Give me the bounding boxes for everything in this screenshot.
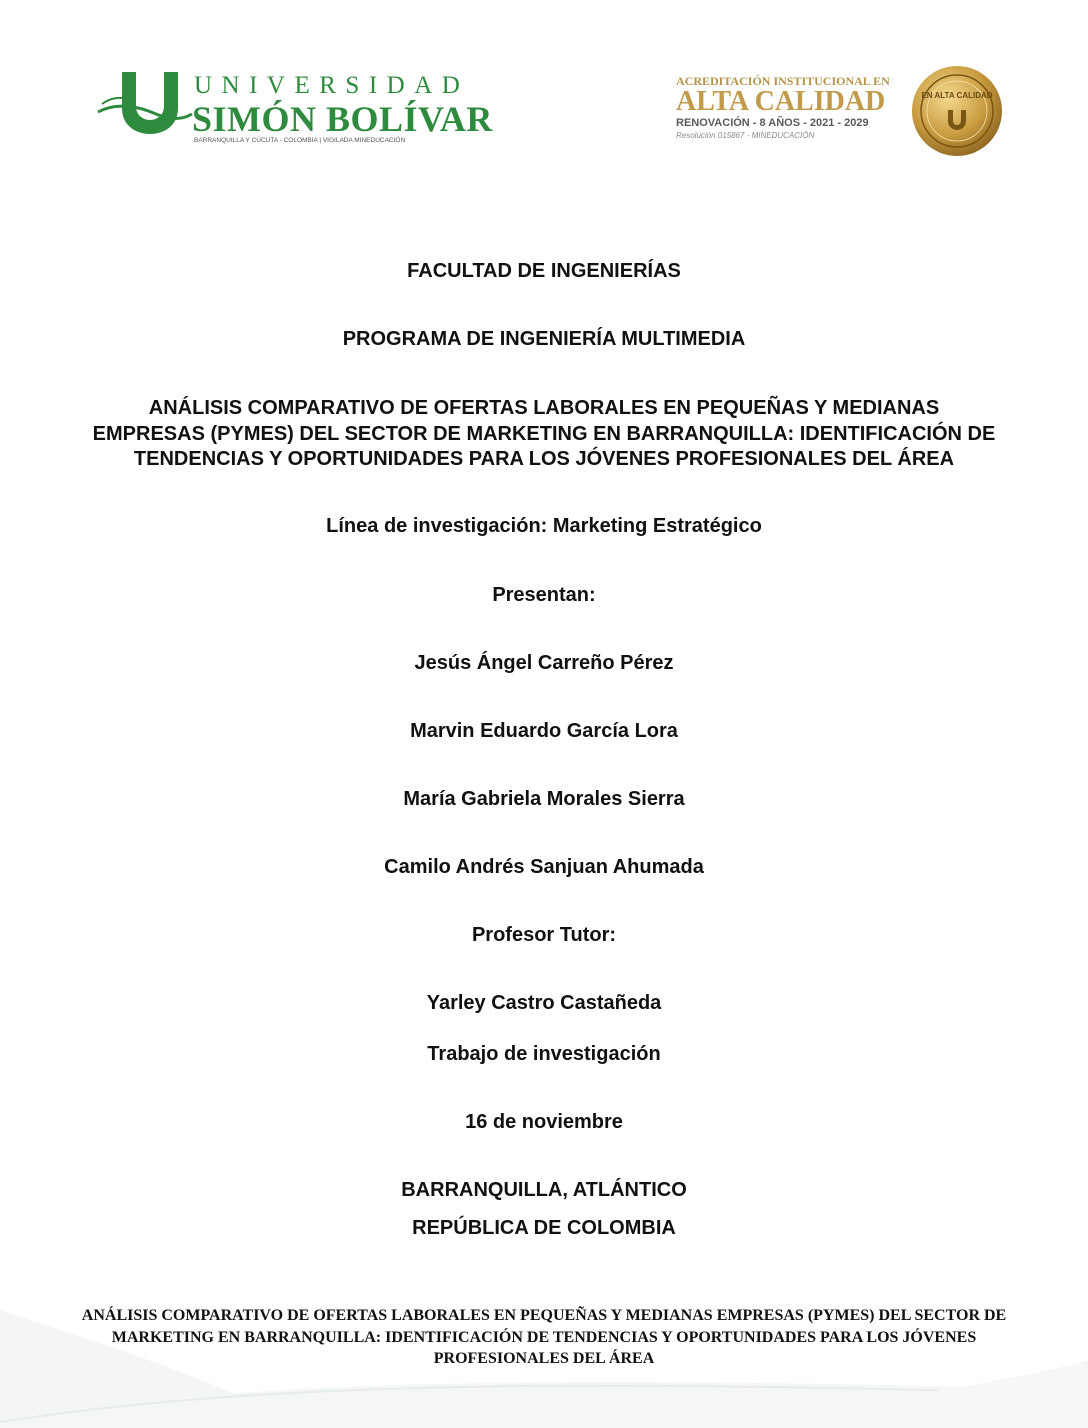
thesis-title: ANÁLISIS COMPARATIVO DE OFERTAS LABORALES EN PEQUEÑAS Y MEDIANAS EMPRESAS (PYMES) DEL SECTOR DE MARKETING EN BARRANQUILLA: IDENTIFICACIÓN DE TENDENCIAS Y OPORTUNIDADES PARA LOS JÓVENES PROFESIONALES DEL ÁREA xyxy=(92,397,996,470)
university-name-line2: SIMÓN BOLÍVAR xyxy=(192,99,493,139)
accreditation-resolution: Resolución 015867 - MINEDUCACIÓN xyxy=(676,131,815,140)
research-line: Línea de investigación: Marketing Estratégico xyxy=(326,515,762,537)
document-date: 16 de noviembre xyxy=(465,1111,623,1133)
tutor-name: Yarley Castro Castañeda xyxy=(426,992,662,1014)
accreditation-line2: ALTA CALIDAD xyxy=(676,86,886,117)
quality-seal-icon xyxy=(910,64,1004,158)
university-logo xyxy=(94,68,494,150)
work-type: Trabajo de investigación xyxy=(427,1043,661,1065)
university-emblem-icon xyxy=(94,68,194,138)
country-label: REPÚBLICA DE COLOMBIA xyxy=(412,1217,676,1239)
faculty-heading: FACULTAD DE INGENIERÍAS xyxy=(407,260,681,282)
author-name: María Gabriela Morales Sierra xyxy=(403,788,685,810)
author-name: Jesús Ángel Carreño Pérez xyxy=(414,652,674,674)
presenters-label: Presentan: xyxy=(492,584,596,606)
university-name-line1: UNIVERSIDAD xyxy=(194,72,470,99)
tutor-label: Profesor Tutor: xyxy=(471,924,617,946)
accreditation-line3: RENOVACIÓN - 8 AÑOS - 2021 - 2029 xyxy=(676,117,869,129)
city-label: BARRANQUILLA, ATLÁNTICO xyxy=(401,1179,687,1201)
author-name: Camilo Andrés Sanjuan Ahumada xyxy=(384,856,704,878)
footer-running-title: ANÁLISIS COMPARATIVO DE OFERTAS LABORALES EN PEQUEÑAS Y MEDIANAS EMPRESAS (PYMES) DEL SECTOR DE MARKETING EN BARRANQUILLA: IDENTIFICACIÓN DE TENDENCIAS Y OPORTUNIDADES PARA LOS JÓVENES PROFESIONALES DEL ÁREA xyxy=(81,1307,1007,1367)
seal-text: EN ALTA CALIDAD xyxy=(921,91,993,100)
accreditation-line1: ACREDITACIÓN INSTITUCIONAL EN xyxy=(676,74,890,88)
university-location: BARRANQUILLA Y CÚCUTA - COLOMBIA | VIGILADA MINEDUCACIÓN xyxy=(194,137,406,144)
author-name: Marvin Eduardo García Lora xyxy=(410,720,678,742)
accreditation-logo xyxy=(674,70,1004,156)
program-heading: PROGRAMA DE INGENIERÍA MULTIMEDIA xyxy=(342,328,746,350)
